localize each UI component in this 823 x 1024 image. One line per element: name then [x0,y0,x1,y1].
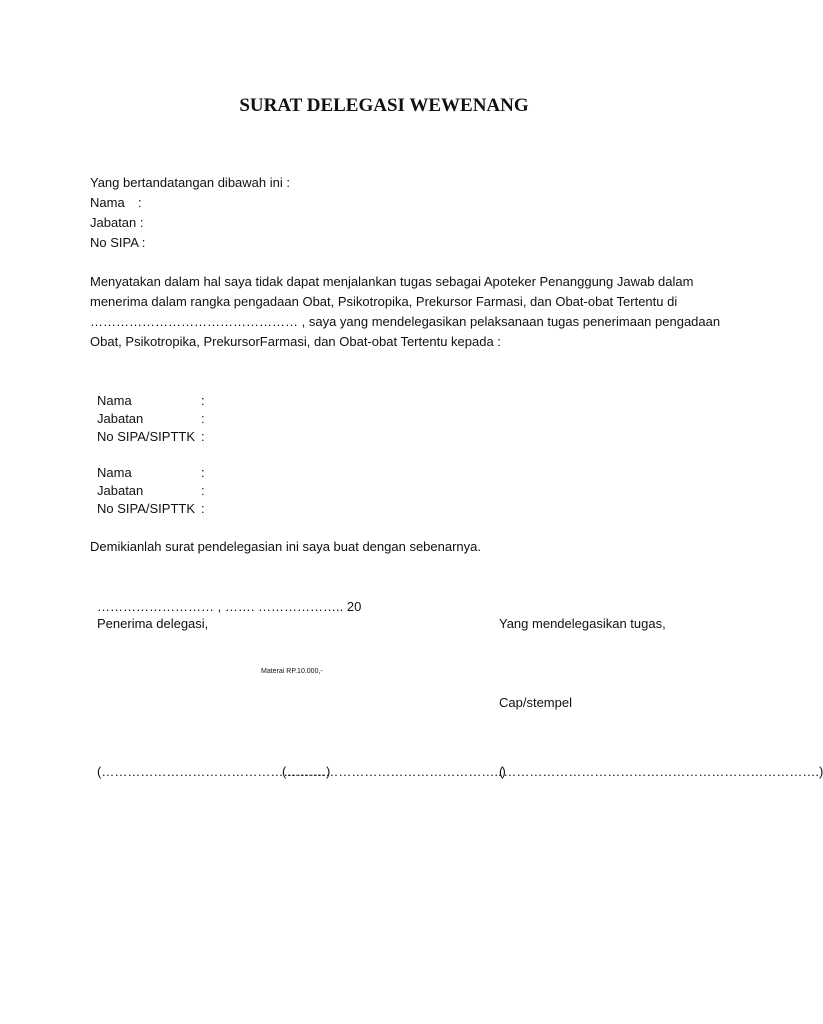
delegate-sep: : [201,411,205,426]
delegator-signature: (……………………………………………………………….) [499,764,823,779]
intro-text: Yang bertandatangan dibawah ini : [90,175,290,190]
statement-line: menerima dalam rangka pengadaan Obat, Psikotropika, Prekursor Farmasi, dan Obat-obat Tertentu di [90,294,678,309]
delegate-1-block [97,392,205,446]
page-title: SURAT DELEGASI WEWENANG [239,95,529,116]
delegate-position-label: Jabatan [97,483,144,498]
statement-line: ………………………………………… , saya yang mendelegasikan pelaksanaan tugas penerimaan pengadaan [90,314,721,329]
delegate-position-label: Jabatan [97,411,144,426]
delegate-sep: : [201,501,205,516]
closing-text: Demikianlah surat pendelegasian ini saya buat dengan sebenarnya. [90,539,481,554]
delegate-sipa-label: No SIPA/SIPTTK [97,501,196,516]
signer-name-sep: : [138,195,142,210]
delegate-2-block [97,464,205,518]
recipient-signature-2: (…………………………………………..) [282,764,506,779]
delegate-sep: : [201,465,205,480]
delegate-sep: : [201,393,205,408]
signer-sipa-label: No SIPA : [90,235,146,250]
statement-line: Menyatakan dalam hal saya tidak dapat menjalankan tugas sebagai Apoteker Penanggung Jawab dalam [90,274,694,289]
delegate-name-label: Nama [97,393,132,408]
statement-line: Obat, Psikotropika, PrekursorFarmasi, dan Obat-obat Tertentu kepada : [90,334,501,349]
delegate-sep: : [201,483,205,498]
delegate-sep: : [201,429,205,444]
signer-position-label: Jabatan : [90,215,144,230]
date-line: ……………………… , ……. ……………….. 20 [97,599,362,614]
delegator-label: Yang mendelegasikan tugas, [499,616,666,631]
delegate-name-label: Nama [97,465,132,480]
statement-paragraph [90,272,721,352]
signer-name-label: Nama [90,195,125,210]
stamp-label: Cap/stempel [499,695,572,710]
signer-name-row [90,193,142,213]
recipient-label: Penerima delegasi, [97,616,209,631]
recipient-signature-1: (…………………………………………….) [97,764,331,779]
delegate-sipa-label: No SIPA/SIPTTK [97,429,196,444]
stamp-duty-label: Materai RP.10.000,- [261,668,323,675]
